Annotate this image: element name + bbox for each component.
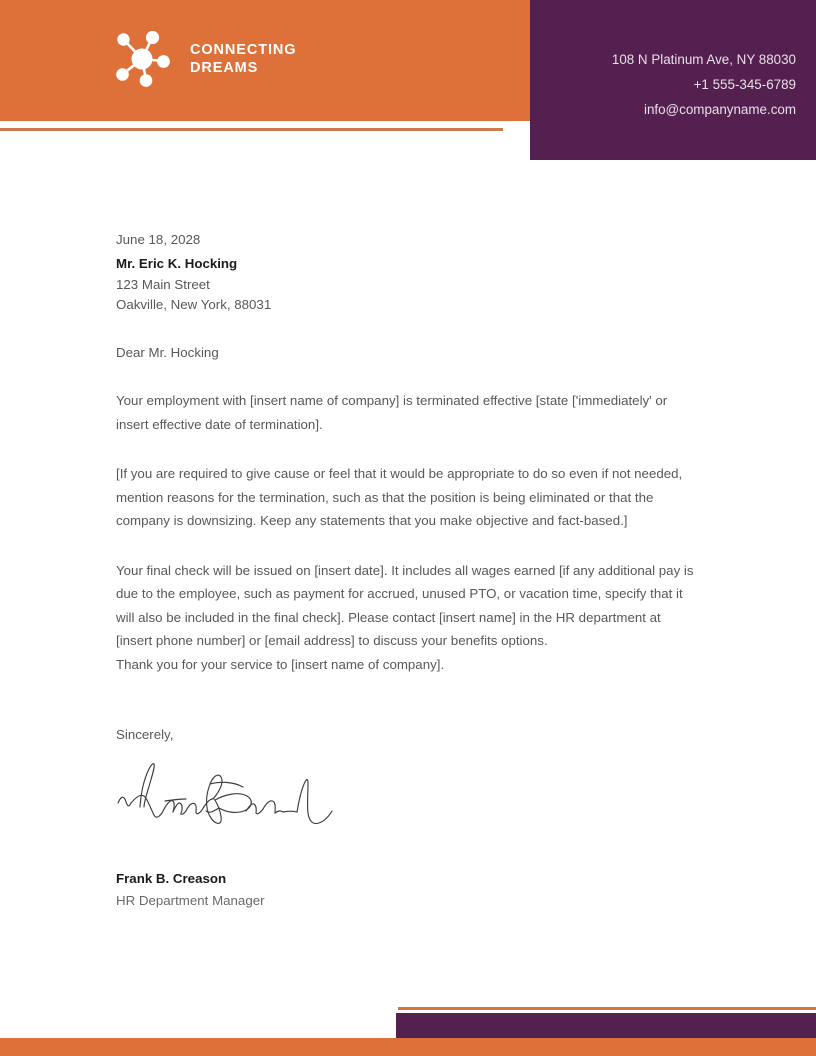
contact-phone: +1 555-345-6789 <box>693 77 796 92</box>
recipient-street: 123 Main Street <box>116 277 210 292</box>
recipient-name: Mr. Eric K. Hocking <box>116 256 238 271</box>
letter-paragraph-3: Your final check will be issued on [insert date]. It includes all wages earned [if any additional pay is due to the employee, such as payment for accrued, unused PTO, or vacation time, specify that it will also be included in the final check]. Please contact [insert name] in the HR department at [insert phone number] or [email address] to discuss your benefits options. <box>116 562 694 648</box>
letter-greeting: Dear Mr. Hocking <box>116 345 219 360</box>
signer-name: Frank B. Creason <box>116 871 227 886</box>
header-divider-rule <box>0 128 503 131</box>
footer-orange-band <box>0 1038 816 1056</box>
brand-logo-lockup <box>112 28 372 90</box>
contact-email: info@companyname.com <box>643 102 796 117</box>
handwritten-signature <box>116 755 346 835</box>
letter-paragraph-1: Your employment with [insert name of company] is terminated effective [state ['immediately' or insert effective date of termination]. <box>116 393 668 432</box>
recipient-city: Oakville, New York, 88031 <box>116 297 272 312</box>
brand-name <box>190 41 296 77</box>
brand-name-line1: CONNECTING <box>190 42 297 58</box>
footer-purple-band <box>396 1013 816 1041</box>
letter-closing: Sincerely, <box>116 727 174 742</box>
footer-divider-rule <box>398 1007 816 1010</box>
brand-name-line2: DREAMS <box>190 60 259 76</box>
molecule-network-icon <box>112 29 172 89</box>
contact-block <box>530 47 796 122</box>
letter-date: June 18, 2028 <box>116 232 201 247</box>
contact-address: 108 N Platinum Ave, NY 88030 <box>611 52 796 67</box>
letter-body <box>116 228 698 912</box>
signer-title: HR Department Manager <box>116 893 265 908</box>
letter-paragraph-2: [If you are required to give cause or feel that it would be appropriate to do so even if not needed, mention reasons for the termination, such as that the position is being eliminated or that the company is downsizing. Keep any statements that you make objective and fact-based.] <box>116 466 683 528</box>
letter-paragraph-4: Thank you for your service to [insert name of company]. <box>116 656 445 672</box>
